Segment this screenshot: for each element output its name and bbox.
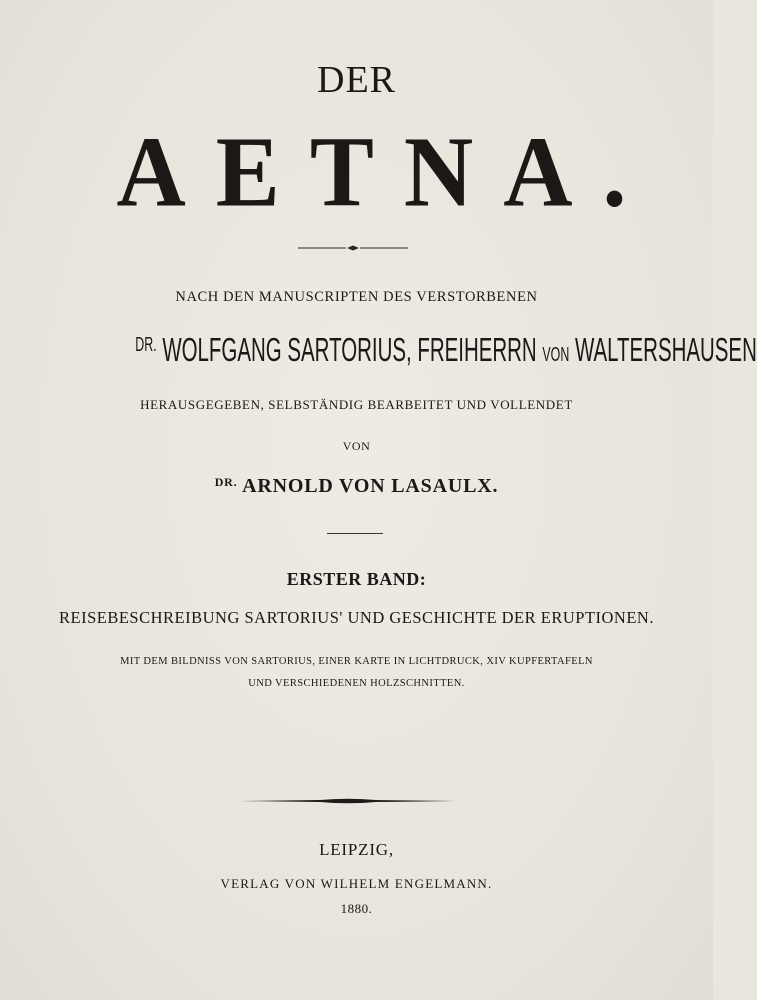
author-name-part-1: WOLFGANG SARTORIUS, FREIHERRN — [162, 331, 537, 368]
ornamental-rule-bottom — [240, 796, 456, 806]
main-title: AETNA. — [116, 115, 657, 228]
author-line — [135, 331, 757, 369]
ornamental-rule-top — [298, 245, 408, 251]
by-line: VON — [342, 439, 371, 453]
illustrations-line-2: UND VERSCHIEDENEN HOLZSCHNITTEN. — [248, 678, 465, 689]
publisher-line: VERLAG VON WILHELM ENGELMANN. — [220, 876, 493, 891]
author-title: DR. — [135, 334, 157, 356]
editor-line — [0, 475, 713, 498]
volume-heading: ERSTER BAND: — [286, 569, 427, 589]
author-von: VON — [542, 344, 570, 366]
publication-year: 1880. — [340, 901, 373, 916]
edited-line: HERAUSGEGEBEN, SELBSTÄNDIG BEARBEITET UND VOLLENDET — [140, 397, 573, 412]
place-of-publication: LEIPZIG, — [319, 840, 394, 859]
short-rule — [327, 533, 383, 534]
subtitle-line: NACH DEN MANUSCRIPTEN DES VERSTORBENEN — [175, 289, 538, 305]
editor-name: ARNOLD VON LASAULX. — [242, 475, 499, 497]
title-article: DER — [317, 59, 396, 101]
editor-title: DR. — [214, 475, 238, 489]
illustrations-line-1: MIT DEM BILDNISS VON SARTORIUS, EINER KARTE IN LICHTDRUCK, XIV KUPFERTAFELN — [120, 656, 593, 667]
volume-subtitle: REISEBESCHREIBUNG SARTORIUS' UND GESCHICHTE DER ERUPTIONEN. — [59, 608, 654, 627]
author-name-part-2: WALTERSHAUSEN — [574, 331, 757, 368]
